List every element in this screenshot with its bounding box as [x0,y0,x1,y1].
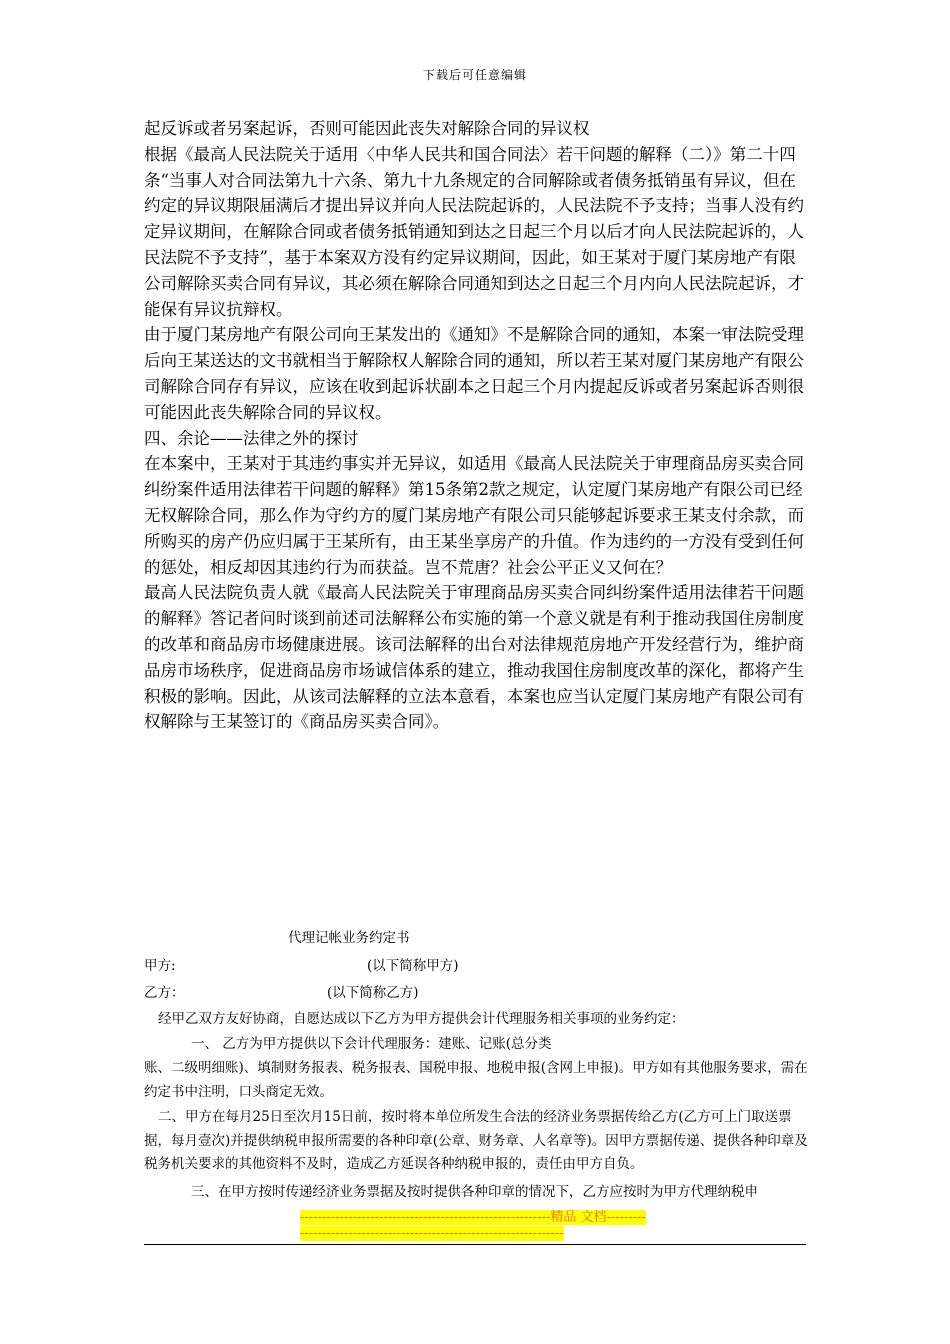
clause-3-first-line: 三、在甲方按时传递经济业务票据及按时提供各种印章的情况下，乙方应按时为甲方代理纳税申 [191,1184,758,1200]
party-a-note: (以下简称甲方) [367,958,459,974]
party-b-label: 乙方： [144,985,185,1001]
section-heading: 四、余论——法律之外的探讨 [144,428,359,448]
footer-watermark [300,1210,650,1242]
article-body [144,116,812,735]
contract-intro: 经甲乙双方友好协商，自愿达成以下乙方为甲方提供会计代理服务相关事项的业务约定： [158,1011,685,1027]
paragraph: 起反诉或者另案起诉，否则可能因此丧失对解除合同的异议权 [144,119,590,138]
paragraph: 在本案中，王某对于其违约事实并无异议，如适用《最高人民法院关于审理商品房买卖合同纠纷案件适用法律若干问题的解释》第15条第2款之规定，认定厦门某房地产有限公司已经无权解除合同，那么作为守约方的厦门某房地产有限公司只能够起诉要求王某支付余款，而所购买的房产仍应归属于王某所有，由王某坐享房产的升值。作为违约的一方没有受到任何的惩处，相反却因其违约行为而获益。岂不荒唐？社会公平正义又何在？ [144,454,804,577]
paragraph: 根据《最高人民法院关于适用〈中华人民共和国合同法〉若干问题的解释（二）》第二十四条“当事人对合同法第九十六条、第九十九条规定的合同解除或者债务抵销虽有异议，但在约定的异议期限届满后才提出异议并向人民法院起诉的，人民法院不予支持；当事人没有约定异议期间，在解除合同或者债务抵销通知到达之日起三个月以后才向人民法院起诉的，人民法院不予支持”，基于本案双方没有约定异议期间，因此，如王某对于厦门某房地产有限公司解除买卖合同有异议，其必须在解除合同通知到达之日起三个月内向人民法院起诉，才能保有异议抗辩权。 [144,144,804,319]
clause-2: 二、甲方在每月25日至次月15日前，按时将本单位所发生合法的经济业务票据传给乙方(乙方可上门取送票据，每月壹次)并提供纳税申报所需要的各种印章(公章、财务章、人名章等)。因甲方票据传递、提供各种印章及税务机关要求的其他资料不及时，造成乙方延误各种纳税申报的，责任由甲方自负。 [144,1109,808,1172]
clause-1-first-line: 一、 乙方为甲方提供以下会计代理服务：建账、记账(总分类 [191,1036,552,1052]
paragraph: 最高人民法院负责人就《最高人民法院关于审理商品房买卖合同纠纷案件适用法律若干问题的解释》答记者问时谈到前述司法解释公布实施的第一个意义就是有利于推动我国住房制度的改革和商品房市场健康进展。该司法解释的出台对法律规范房地产开发经营行为，维护商品房市场秩序，促进商品房市场诚信体系的建立，推动我国住房制度改革的深化，都将产生积极的影响。因此，从该司法解释的立法本意看，本案也应当认定厦门某房地产有限公司有权解除与王某签订的《商品房买卖合同》。 [144,583,804,732]
clause-1-body: 账、二级明细账)、填制财务报表、税务报表、国税申报、地税申报(含网上申报)。甲方如有其他服务要求，需在约定书中注明，口头商定无效。 [144,1060,808,1100]
paragraph: 由于厦门某房地产有限公司向王某发出的《通知》不是解除合同的通知，本案一审法院受理后向王某送达的文书就相当于解除权人解除合同的通知，所以若王某对厦门某房地产有限公司解除合同存有异议，应该在收到起诉状副本之日起三个月内提起反诉或者另案起诉否则很可能因此丧失解除合同的异议权。 [144,325,804,422]
party-b-note: (以下简称乙方) [327,985,419,1001]
footer-watermark-text: ---------------------------------------------------------精品 文档--------------------------------------------------------------------- [300,1210,647,1241]
page-header: 下载后可任意编辑 [422,68,527,82]
footer-divider [144,1244,806,1245]
party-a-label: 甲方: [144,958,176,974]
contract-title: 代理记帐业务约定书 [288,930,410,946]
